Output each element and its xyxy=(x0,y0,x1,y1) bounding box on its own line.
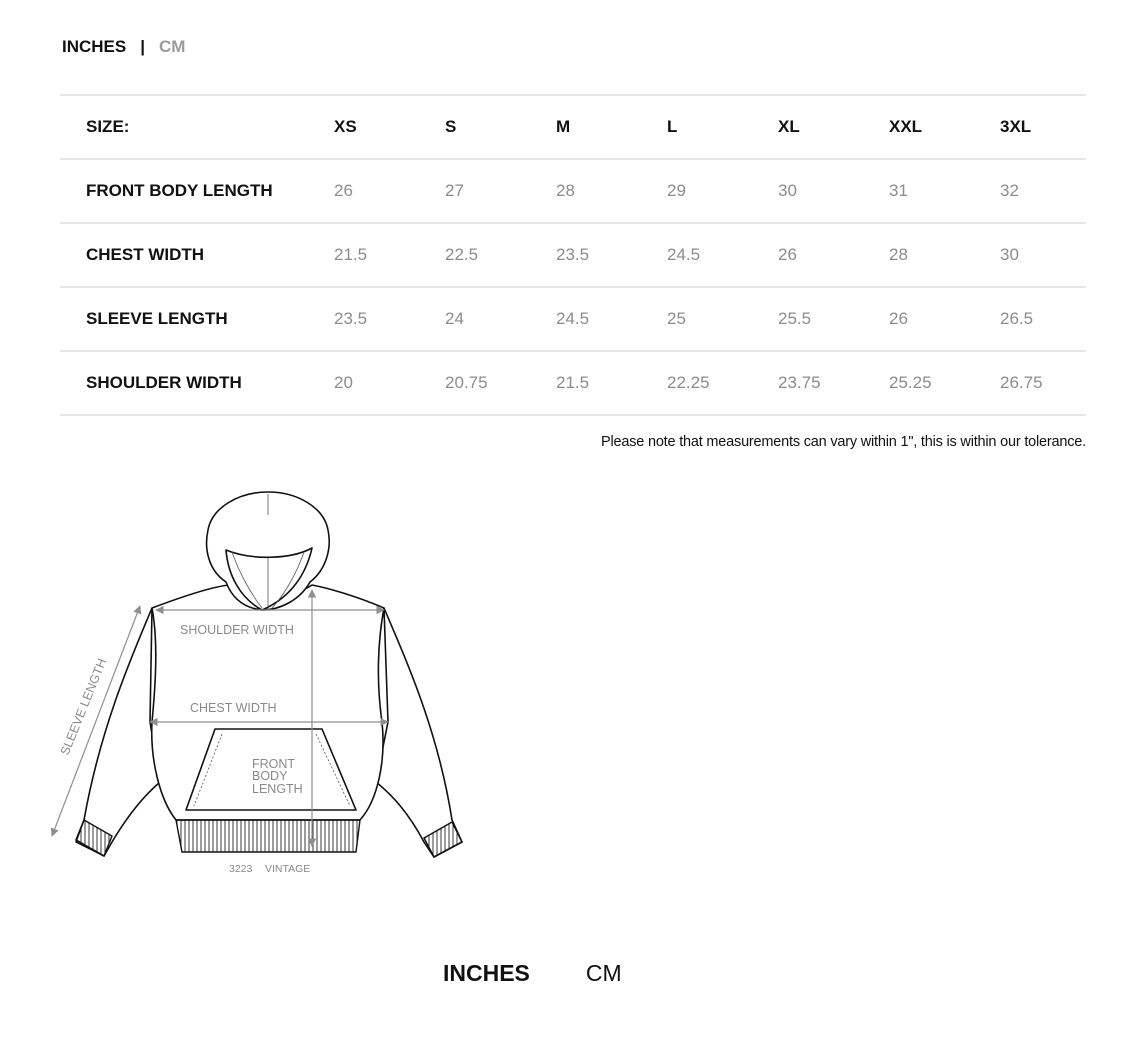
cm-tab-bottom[interactable]: CM xyxy=(585,960,622,986)
table-row xyxy=(60,159,1086,223)
shoulder-width-label: SHOULDER WIDTH xyxy=(180,623,294,637)
table-cell: 26.5 xyxy=(1000,309,1034,328)
inches-tab-top[interactable]: INCHES xyxy=(62,37,127,56)
table-cell: 31 xyxy=(889,181,908,200)
size-header-l: L xyxy=(667,117,678,136)
table-cell: 30 xyxy=(1000,245,1019,264)
hem-rib xyxy=(176,820,360,852)
table-cell: 20.75 xyxy=(445,373,488,392)
table-cell: 25.5 xyxy=(778,309,812,328)
table-cell: 26.75 xyxy=(1000,373,1043,392)
table-cell: 23.5 xyxy=(334,309,368,328)
inches-tab-bottom[interactable]: INCHES xyxy=(443,960,530,986)
table-cell: 26 xyxy=(778,245,797,264)
size-chart-table xyxy=(60,94,1086,416)
table-cell: 23.75 xyxy=(778,373,821,392)
table-cell: 29 xyxy=(667,181,686,200)
table-cell: 21.5 xyxy=(334,245,368,264)
unit-separator: | xyxy=(140,37,145,56)
size-header-label: SIZE: xyxy=(86,117,130,136)
table-cell: 21.5 xyxy=(556,373,590,392)
table-cell: 22.5 xyxy=(445,245,479,264)
unit-toggle-top xyxy=(62,37,185,57)
table-cell: 28 xyxy=(556,181,575,200)
size-header-3xl: 3XL xyxy=(1000,117,1032,136)
size-header-xxl: XXL xyxy=(889,117,923,136)
row-label-front-body-length: FRONT BODY LENGTH xyxy=(86,181,273,200)
table-cell: 28 xyxy=(889,245,908,264)
hoodie-measurement-diagram xyxy=(40,480,480,890)
style-code: 3223 xyxy=(229,863,253,875)
table-cell: 26 xyxy=(334,181,353,200)
table-row xyxy=(60,223,1086,287)
row-label-sleeve-length: SLEEVE LENGTH xyxy=(86,309,228,328)
table-header-row xyxy=(60,95,1086,159)
table-cell: 25 xyxy=(667,309,686,328)
row-label-chest-width: CHEST WIDTH xyxy=(86,245,205,264)
table-cell: 27 xyxy=(445,181,464,200)
table-cell: 24.5 xyxy=(667,245,701,264)
table-cell: 30 xyxy=(778,181,797,200)
style-name: VINTAGE xyxy=(265,863,311,875)
front-body-length-label-1: FRONT xyxy=(252,757,296,771)
table-cell: 24 xyxy=(445,309,464,328)
table-cell: 25.25 xyxy=(889,373,932,392)
size-header-xs: XS xyxy=(334,117,357,136)
tolerance-note: Please note that measurements can vary within 1", this is within our tolerance. xyxy=(600,434,1086,450)
size-header-xl: XL xyxy=(778,117,800,136)
table-row xyxy=(60,351,1086,415)
chest-width-label: CHEST WIDTH xyxy=(190,701,277,715)
front-body-length-label-3: LENGTH xyxy=(252,782,303,796)
front-body-length-label-2: BODY xyxy=(252,769,288,783)
table-cell: 32 xyxy=(1000,181,1019,200)
hoodie-outline xyxy=(76,492,462,857)
size-header-m: M xyxy=(556,117,571,136)
sleeve-length-label: SLEEVE LENGTH xyxy=(57,656,110,758)
size-header-s: S xyxy=(445,117,457,136)
table-cell: 23.5 xyxy=(556,245,590,264)
row-label-shoulder-width: SHOULDER WIDTH xyxy=(86,373,242,392)
table-cell: 26 xyxy=(889,309,908,328)
table-cell: 24.5 xyxy=(556,309,590,328)
table-row xyxy=(60,287,1086,351)
table-cell: 22.25 xyxy=(667,373,710,392)
cm-tab-top[interactable]: CM xyxy=(159,37,186,56)
unit-toggle-bottom xyxy=(443,960,622,987)
table-cell: 20 xyxy=(334,373,353,392)
